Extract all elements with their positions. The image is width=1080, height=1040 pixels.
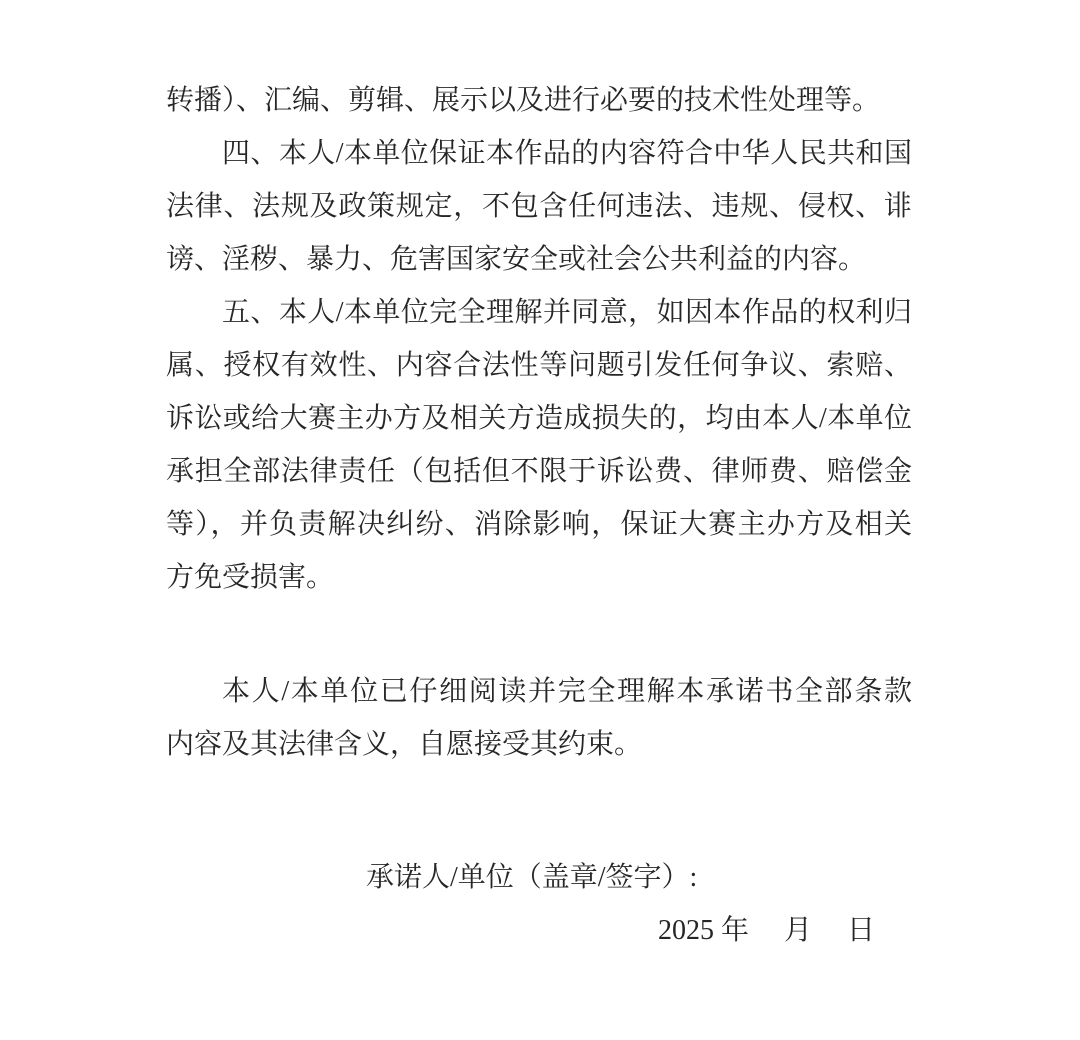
paragraph-gap xyxy=(166,604,912,665)
body-line-06: 属、授权有效性、内容合法性等问题引发任何争议、索赔、 xyxy=(166,350,912,381)
body-line-11: 本人/本单位已仔细阅读并完全理解本承诺书全部条款 xyxy=(222,676,912,707)
body-line-12: 内容及其法律含义，自愿接受其约束。 xyxy=(166,729,643,760)
date-line: 2025 年 月 日 xyxy=(658,915,876,946)
body-line-04: 谤、淫秽、暴力、危害国家安全或社会公共利益的内容。 xyxy=(166,244,867,275)
body-line-03: 法律、法规及政策规定，不包含任何违法、违规、侵权、诽 xyxy=(166,191,912,222)
document-body xyxy=(166,74,912,957)
body-line-02: 四、本人/本单位保证本作品的内容符合中华人民共和国 xyxy=(222,138,912,169)
body-line-09: 等），并负责解决纠纷、消除影响，保证大赛主办方及相关 xyxy=(166,509,912,540)
body-line-10: 方免受损害。 xyxy=(166,562,335,593)
signature-line: 承诺人/单位（盖章/签字）: xyxy=(366,862,698,893)
body-line-05: 五、本人/本单位完全理解并同意，如因本作品的权利归 xyxy=(222,297,912,328)
body-line-01: 转播）、汇编、剪辑、展示以及进行必要的技术性处理等。 xyxy=(166,85,881,116)
body-line-08: 承担全部法律责任（包括但不限于诉讼费、律师费、赔偿金 xyxy=(166,456,912,487)
body-line-07: 诉讼或给大赛主办方及相关方造成损失的，均由本人/本单位 xyxy=(166,403,912,434)
signature-gap xyxy=(166,771,912,851)
